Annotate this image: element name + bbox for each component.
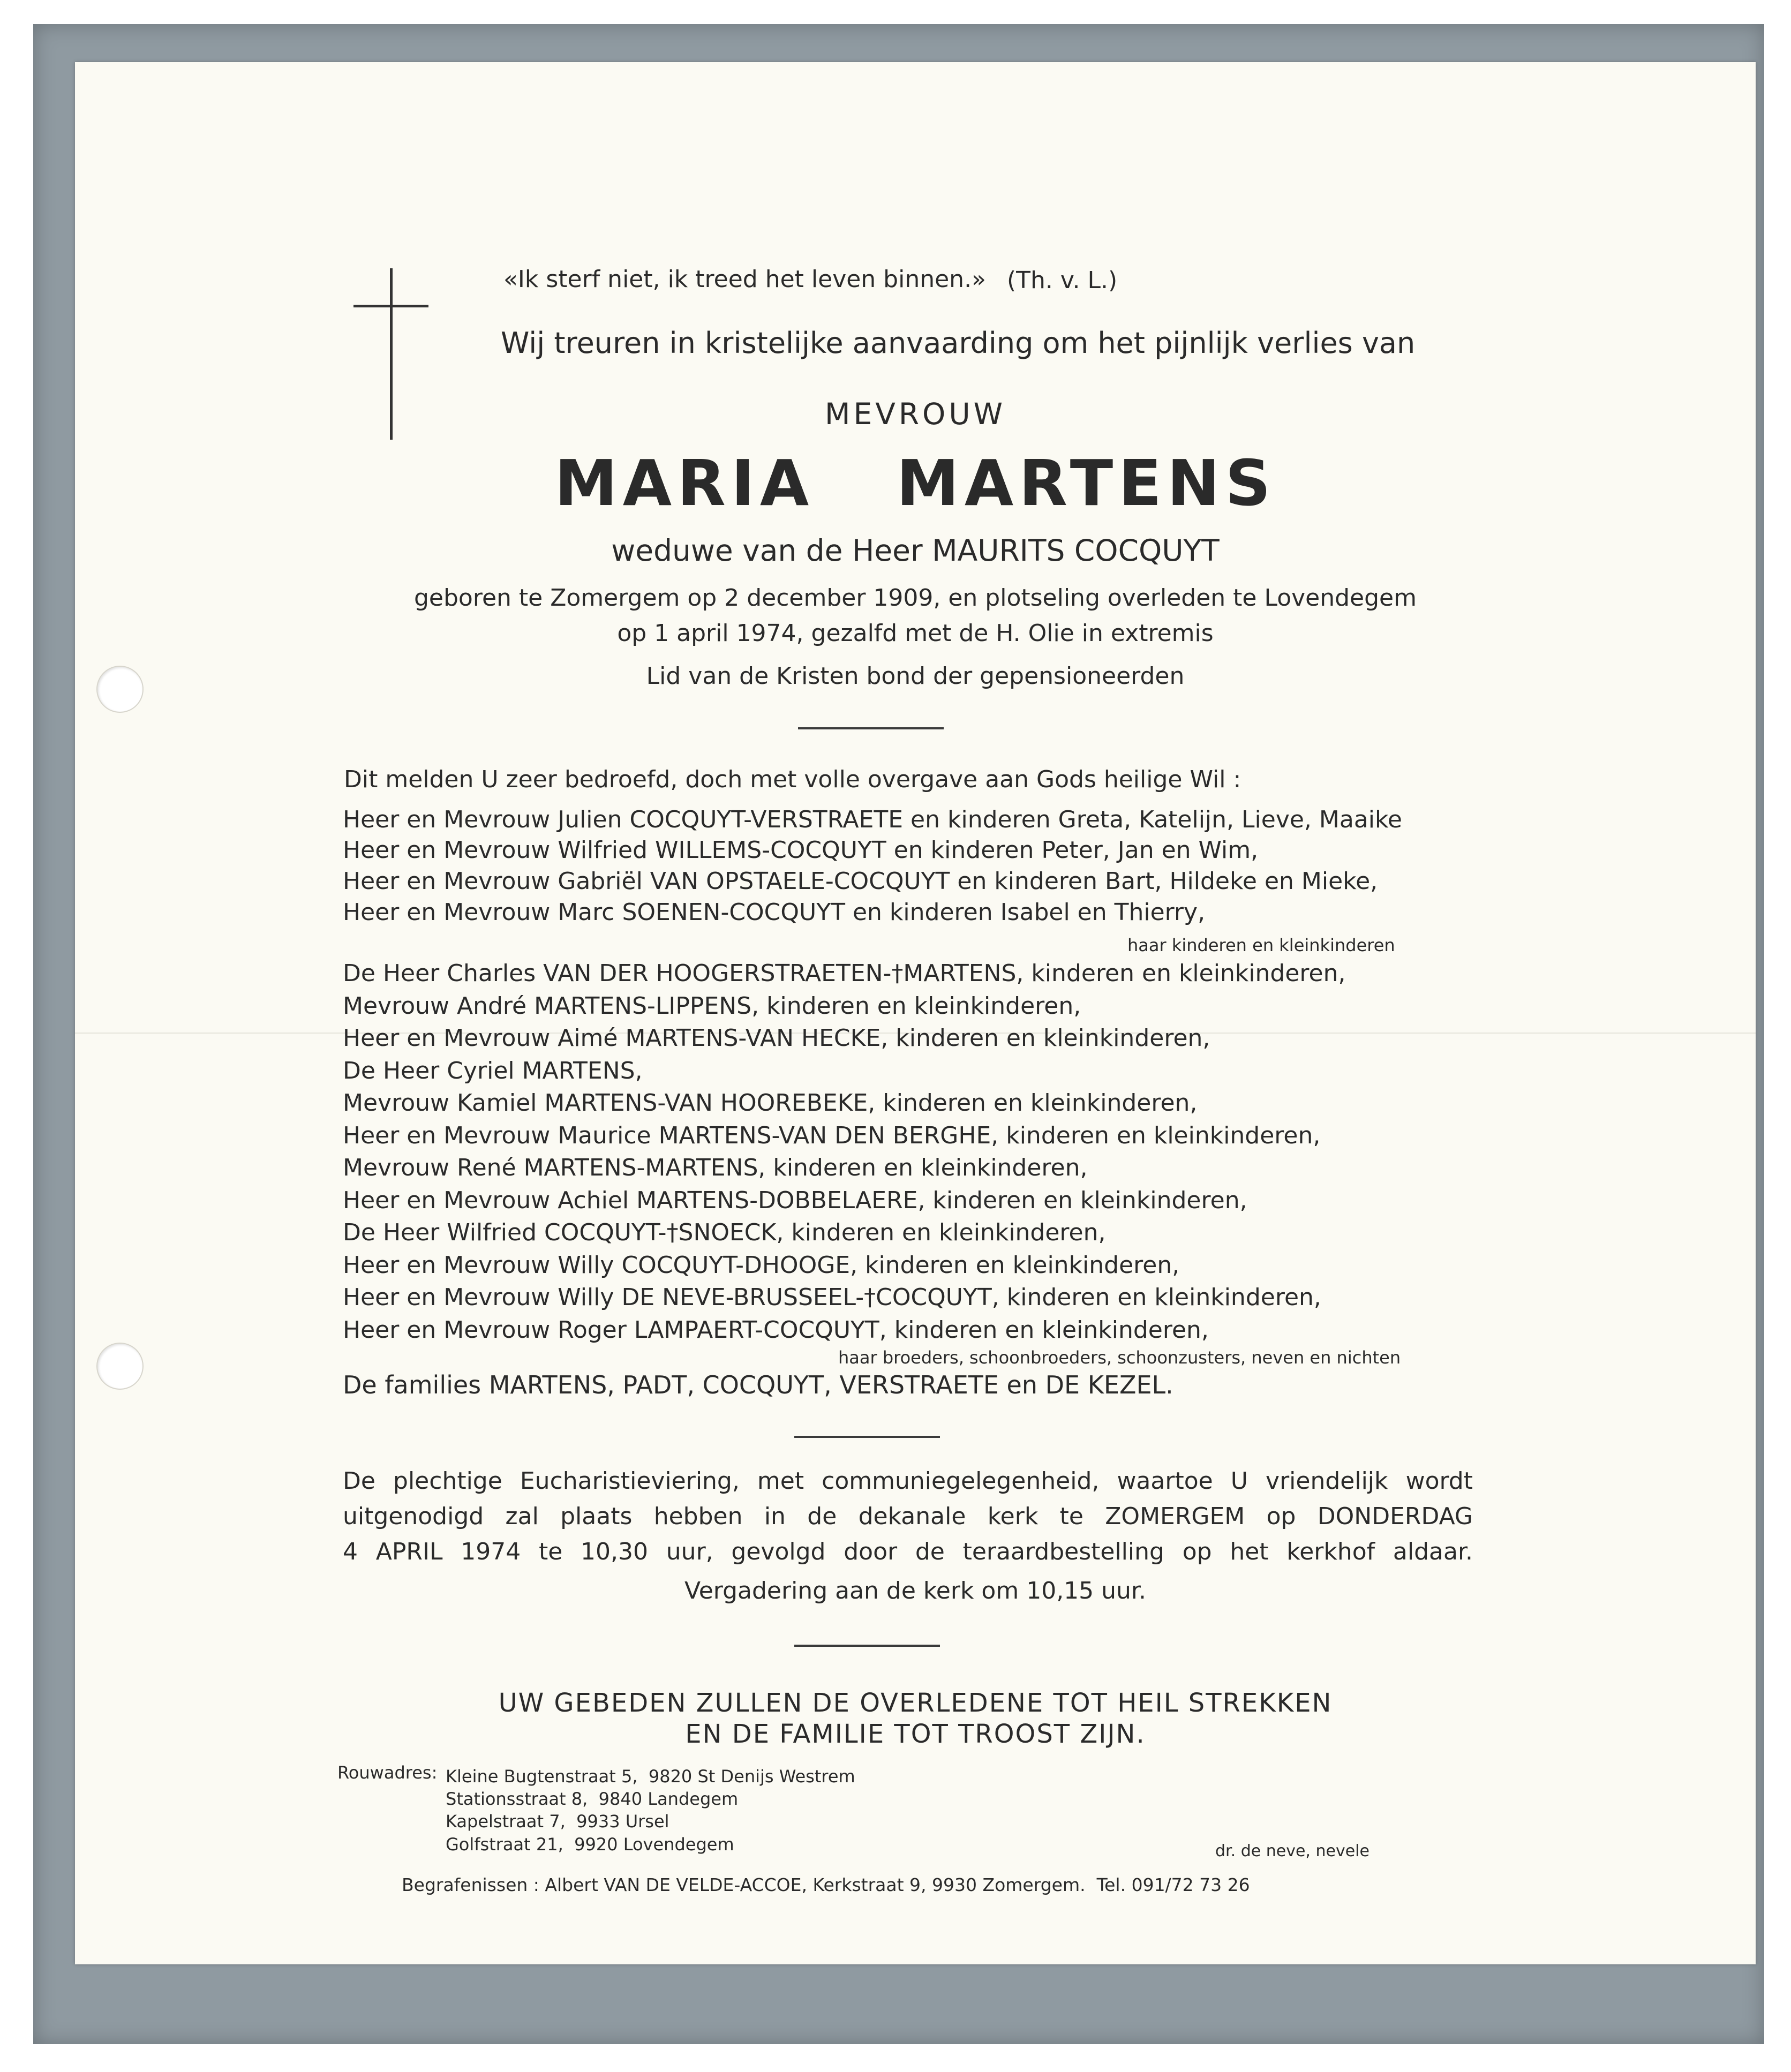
child-line: Heer en Mevrouw Julien COCQUYT-VERSTRAETE en kinderen Greta, Katelijn, Lieve, Maaike [343, 806, 1403, 833]
children-caption: haar kinderen en kleinkinderen [1127, 935, 1395, 955]
sibling-line: Mevrouw André MARTENS-LIPPENS, kinderen en kleinkinderen, [343, 992, 1081, 1020]
sibling-line: Heer en Mevrouw Roger LAMPAERT-COCQUYT, kinderen en kleinkinderen, [343, 1316, 1209, 1344]
sibling-line: Heer en Mevrouw Willy COCQUYT-DHOOGE, kinderen en kleinkinderen, [343, 1252, 1180, 1279]
address-line: Kapelstraat 7, 9933 Ursel [446, 1811, 669, 1832]
prayer-line-2: EN DE FAMILIE TOT TROOST ZIJN. [685, 1719, 1146, 1749]
punch-hole-bottom [96, 1343, 144, 1390]
sibling-line: De Heer Charles VAN DER HOOGERSTRAETEN-†MARTENS, kinderen en kleinkinderen, [343, 960, 1346, 987]
address-line: Golfstraat 21, 9920 Lovendegem [446, 1834, 734, 1855]
address-line: Stationsstraat 8, 9840 Landegem [446, 1789, 739, 1809]
families-line: De families MARTENS, PADT, COCQUYT, VERSTRAETE en DE KEZEL. [343, 1370, 1173, 1399]
service-line-1: De plechtige Eucharistieviering, met communiegelegenheid, waartoe U vriendelijk wordt [343, 1467, 1473, 1495]
sibling-line: Mevrouw René MARTENS-MARTENS, kinderen en kleinkinderen, [343, 1154, 1088, 1181]
prayer-line-1: UW GEBEDEN ZULLEN DE OVERLEDENE TOT HEIL STREKKEN [498, 1688, 1333, 1718]
quote-attribution: (Th. v. L.) [1007, 267, 1118, 294]
birth-death-line-2: op 1 april 1974, gezalfd met de H. Olie in extremis [617, 620, 1214, 647]
widow-line: weduwe van de Heer MAURITS COCQUYT [611, 533, 1220, 568]
sibling-line: De Heer Wilfried COCQUYT-†SNOECK, kinderen en kleinkinderen, [343, 1219, 1106, 1246]
mourning-line: Wij treuren in kristelijke aanvaarding om het pijnlijk verlies van [501, 326, 1416, 360]
service-line-3: 4 APRIL 1974 te 10,30 uur, gevolgd door de teraardbestelling op het kerkhof aldaar. [343, 1538, 1473, 1565]
printer-credit: dr. de neve, nevele [1215, 1842, 1369, 1860]
birth-death-line-1: geboren te Zomergem op 2 december 1909, en plotseling overleden te Lovendegem [414, 584, 1417, 612]
divider [794, 1436, 940, 1438]
sibling-line: Heer en Mevrouw Willy DE NEVE-BRUSSEEL-†COCQUYT, kinderen en kleinkinderen, [343, 1284, 1321, 1311]
sibling-line: Mevrouw Kamiel MARTENS-VAN HOOREBEKE, kinderen en kleinkinderen, [343, 1089, 1198, 1117]
sibling-line: De Heer Cyriel MARTENS, [343, 1057, 643, 1084]
quote-text: «Ik sterf niet, ik treed het leven binnen.» [503, 266, 986, 293]
child-line: Heer en Mevrouw Marc SOENEN-COCQUYT en kinderen Isabel en Thierry, [343, 899, 1206, 926]
divider [794, 1645, 940, 1647]
siblings-caption: haar broeders, schoonbroeders, schoonzusters, neven en nichten [838, 1347, 1401, 1368]
sibling-line: Heer en Mevrouw Achiel MARTENS-DOBBELAERE, kinderen en kleinkinderen, [343, 1187, 1247, 1214]
deceased-name: MARIA MARTENS [554, 446, 1276, 520]
deceased-title: MEVROUW [825, 397, 1006, 431]
gathering-line: Vergadering aan de kerk om 10,15 uur. [684, 1577, 1146, 1604]
sibling-line: Heer en Mevrouw Aimé MARTENS-VAN HECKE, kinderen en kleinkinderen, [343, 1024, 1210, 1052]
address-line: Kleine Bugtenstraat 5, 9820 St Denijs Westrem [446, 1766, 855, 1787]
sibling-line: Heer en Mevrouw Maurice MARTENS-VAN DEN BERGHE, kinderen en kleinkinderen, [343, 1122, 1321, 1149]
undertaker-line: Begrafenissen : Albert VAN DE VELDE-ACCOE, Kerkstraat 9, 9930 Zomergem. Tel. 091/72 73 26 [402, 1874, 1250, 1895]
child-line: Heer en Mevrouw Gabriël VAN OPSTAELE-COCQUYT en kinderen Bart, Hildeke en Mieke, [343, 868, 1378, 895]
memorial-card [75, 62, 1756, 1964]
addresses-label: Rouwadres: [337, 1762, 438, 1783]
service-line-2: uitgenodigd zal plaats hebben in de dekanale kerk te ZOMERGEM op DONDERDAG [343, 1503, 1473, 1530]
divider [798, 727, 944, 729]
child-line: Heer en Mevrouw Wilfried WILLEMS-COCQUYT en kinderen Peter, Jan en Wim, [343, 837, 1259, 864]
membership-line: Lid van de Kristen bond der gepensioneerden [646, 662, 1185, 690]
announcement-intro: Dit melden U zeer bedroefd, doch met volle overgave aan Gods heilige Wil : [344, 766, 1241, 793]
